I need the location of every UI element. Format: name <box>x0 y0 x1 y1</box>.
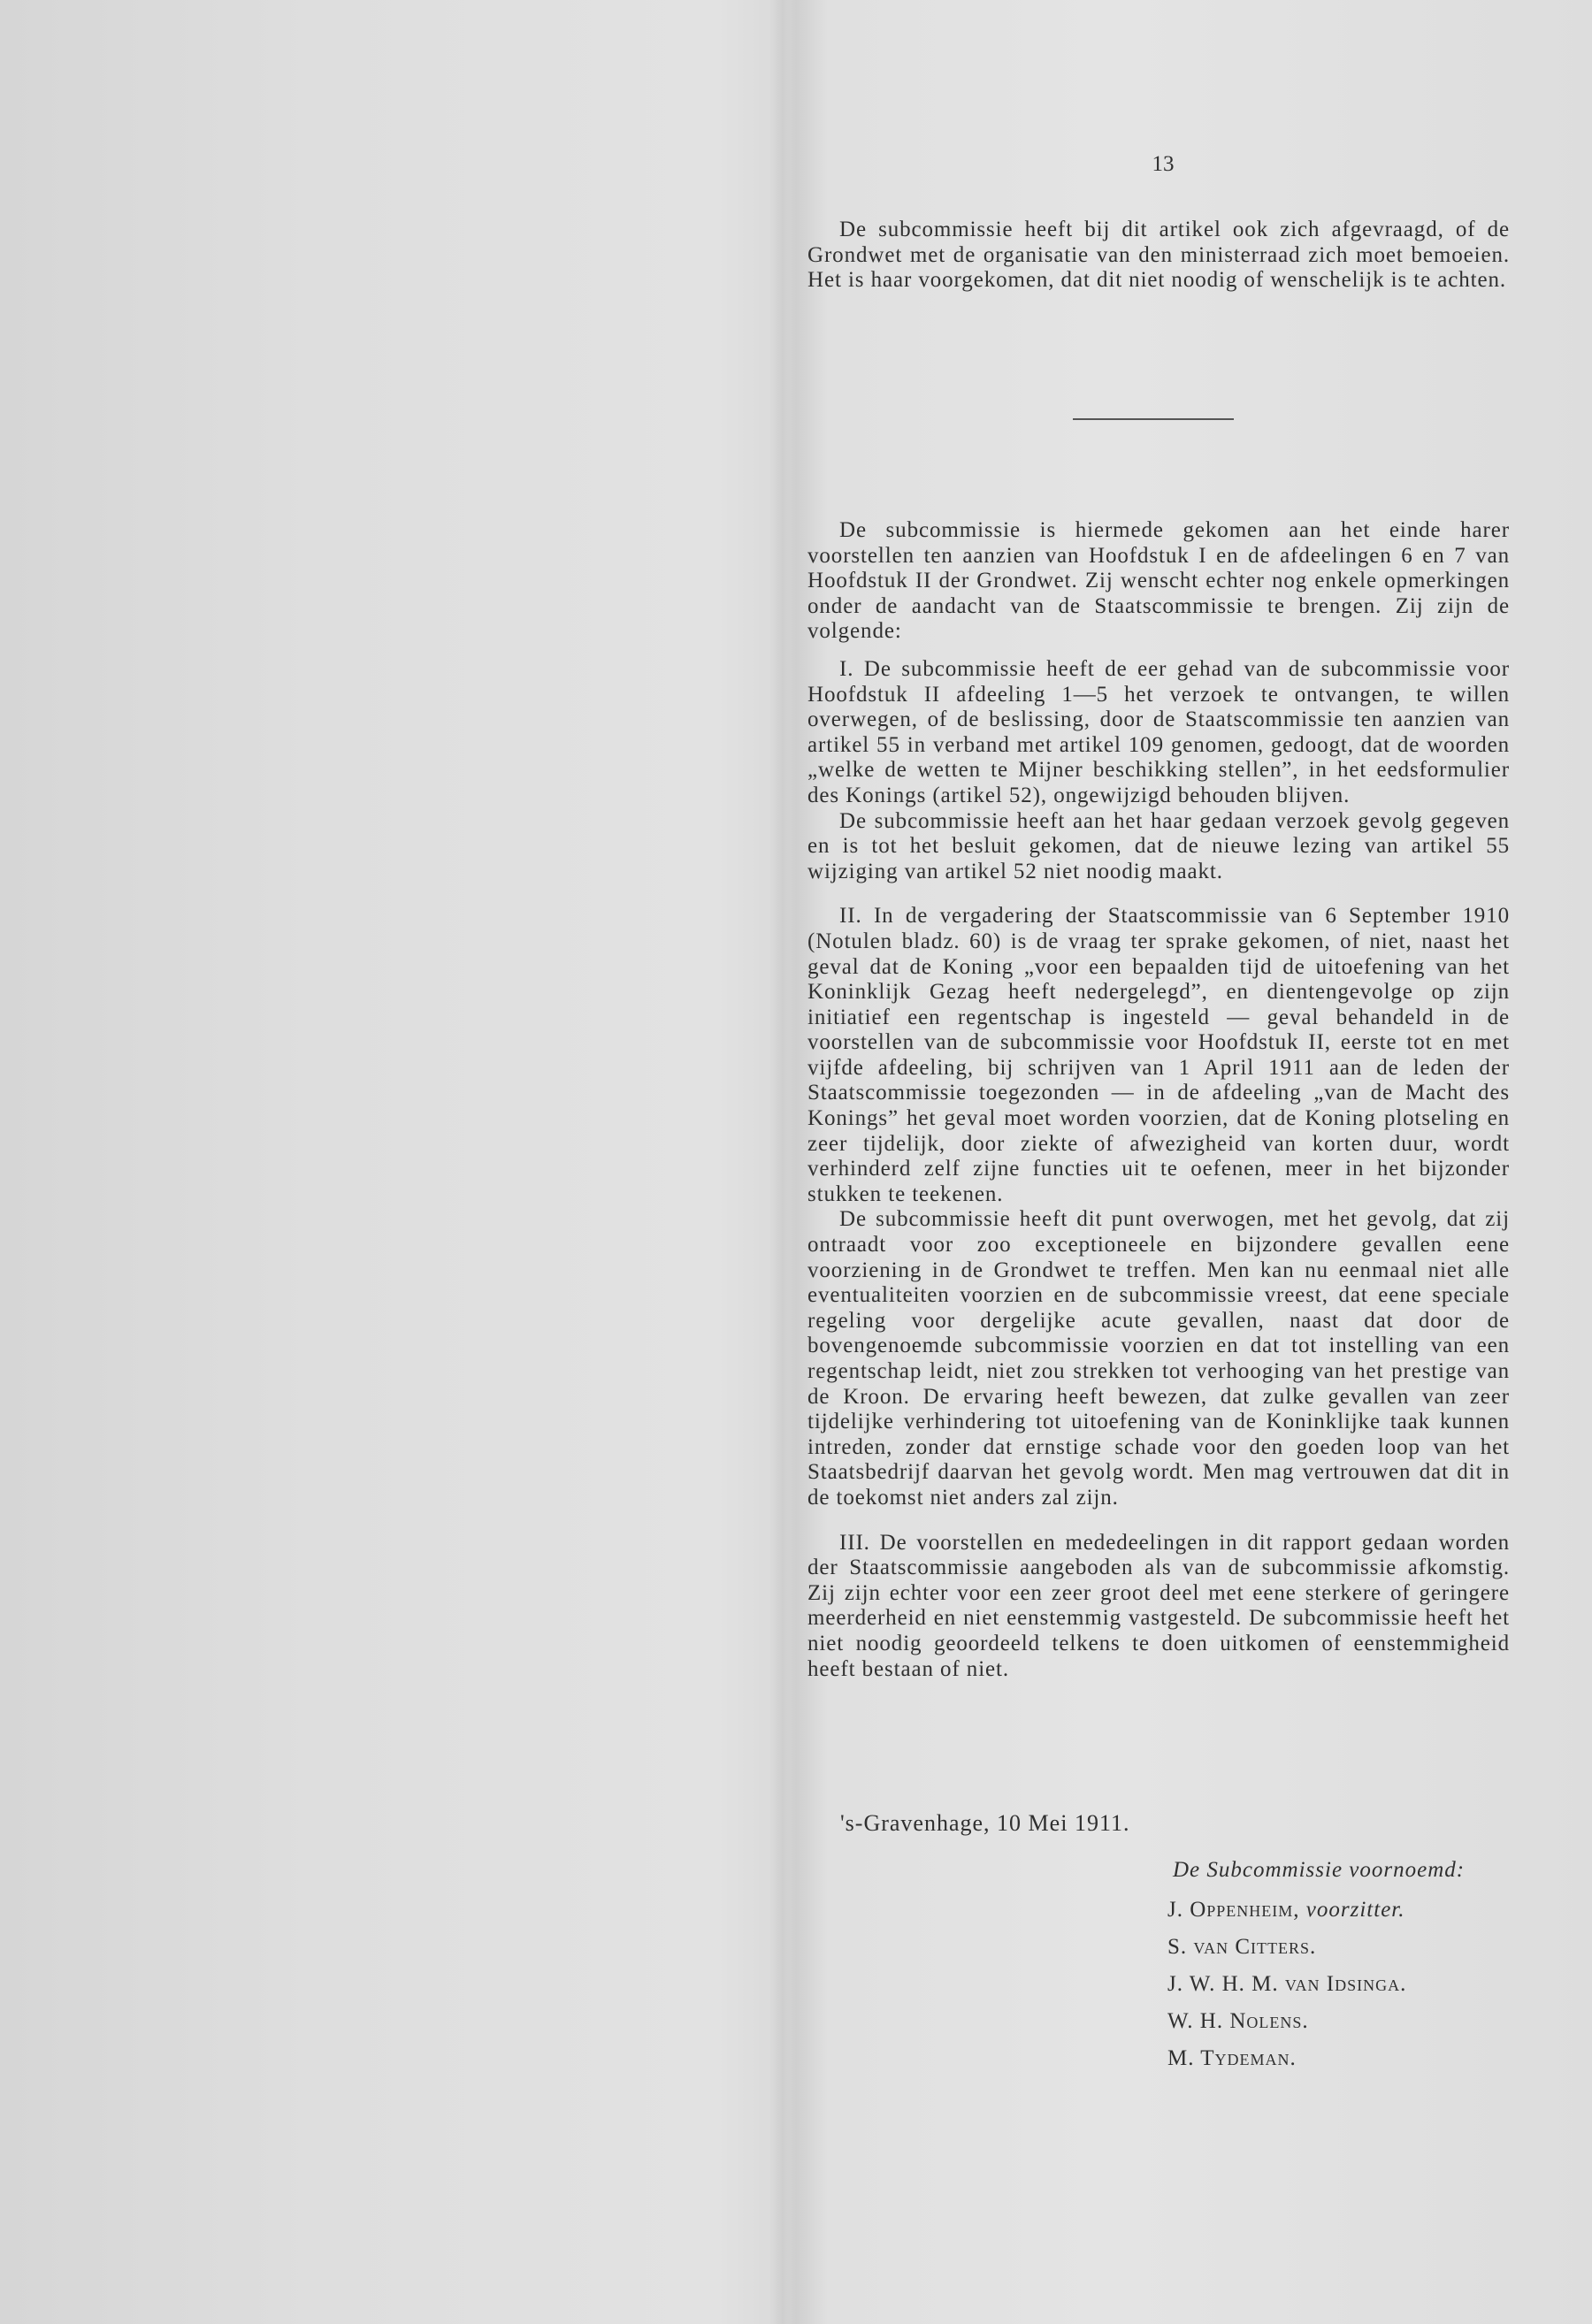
point-2-paragraph-1 <box>807 904 1510 1207</box>
section-intro-paragraph: De subcommissie is hiermede gekomen aan het einde harer voorstellen ten aanzien van Hoofdstuk I en de afdeelingen 6 en 7 van Hoofdstuk II der Grondwet. Zij wenscht echter nog enkele opmerkingen onder de aandacht van de Staatscommissie te brengen. Zij zijn de volgende: <box>807 518 1510 644</box>
signatory-name: J. Oppenheim, <box>1167 1898 1300 1922</box>
point-2-paragraph-2: De subcommissie heeft dit punt overwogen, met het gevolg, dat zij ontraadt voor zoo exceptioneele en bijzondere gevallen eene voorziening in de Grondwet te treffen. Men kan nu eenmaal niet alle eventualiteiten voorzien en de subcommissie vreest, dat eene speciale regeling voor dergelijke acute gevallen, naast dat door de bovengenoemde subcommissie voorzien en dat tot instelling van een regentschap leidt, niet zou strekken tot verhooging van het prestige van de Kroon. De ervaring heeft bewezen, dat zulke gevallen van zeer tijdelijke verhindering tot uitoefening van de Koninklijke taak kunnen intreden, zonder dat ernstige schade voor den goeden loop van het Staatsbedrijf daarvan het gevolg wordt. Men mag vertrouwen dat dit in de toekomst niet anders zal zijn. <box>807 1207 1510 1510</box>
signatory-name: M. Tydeman. <box>1167 2046 1297 2070</box>
point-1-paragraph-2: De subcommissie heeft aan het haar gedaan verzoek gevolg gegeven en is tot het besluit gekomen, dat de nieuwe lezing van artikel 55 wijziging van artikel 52 niet noodig maakt. <box>807 808 1510 883</box>
signature-block <box>1167 1858 1465 2077</box>
page-fold-shadow <box>769 0 796 2324</box>
point-1-paragraph-1 <box>807 657 1510 809</box>
place-date: 's-Gravenhage, 10 Mei 1911. <box>840 1810 1130 1836</box>
point-2-numeral: II. <box>839 904 862 929</box>
intro-block <box>807 218 1510 294</box>
signatory-role: voorzitter. <box>1305 1898 1405 1922</box>
point-1-numeral: I. <box>839 656 854 681</box>
signatory-name: J. W. H. M. van Idsinga. <box>1167 1972 1407 1996</box>
signatory <box>1167 2040 1465 2077</box>
page-number: 13 <box>1152 152 1175 176</box>
signatory <box>1167 1966 1465 2003</box>
signatory-name: S. van Citters. <box>1167 1935 1317 1959</box>
point-3-paragraph-1 <box>807 1531 1510 1683</box>
point-3-text-1: De voorstellen en mededeelingen in dit rapport gedaan worden der Staatscommissie aangeboden als van de subcommissie afkomstig. Zij zijn echter voor een zeer groot deel met eene sterkere of geringere meerderheid en niet eenstemmig vastgesteld. De subcommissie heeft het niet noodig geoordeeld telkens te doen uitkomen of eenstemmigheid heeft bestaan of niet. <box>807 1530 1510 1681</box>
point-2-text-1: In de vergadering der Staatscommissie van 6 September 1910 (Notulen bladz. 60) is de vraag ter sprake gekomen, of niet, naast het geval dat de Koning „voor een bepaalden tijd de uitoefening van het Koninklijk Gezag heeft nedergelegd”, en dientengevolge op zijn initiatief een regentschap is ingesteld — geval behandeld in de voorstellen van de subcommissie voor Hoofdstuk II, eerste tot en met vijfde afdeeling, bij schrijven van 1 April 1911 aan de leden der Staatscommissie toegezonden — in de afdeeling „van de Macht des Konings” het geval moet worden voorzien, dat de Koning plotseling en zeer tijdelijk, door ziekte of afwezigheid van korten duur, wordt verhinderd zelf zijne functies uit te oefenen, meer in het bijzonder stukken te teekenen. <box>807 904 1510 1206</box>
signatory <box>1167 1892 1465 1929</box>
signature-heading: De Subcommissie voornoemd: <box>1173 1858 1466 1882</box>
signatory <box>1167 2003 1465 2040</box>
point-3-numeral: III. <box>839 1530 870 1555</box>
signatory <box>1167 1929 1465 1966</box>
remarks-block <box>807 518 1510 1682</box>
point-1-text-1: De subcommissie heeft de eer gehad van de subcommissie voor Hoofdstuk II afdeeling 1—5 het verzoek te ontvangen, te willen overwegen, of de beslissing, door de Staatscommissie ten aanzien van artikel 55 in verband met artikel 109 genomen, gedoogt, dat de woorden „welke de wetten te Mijner beschikking stellen”, in het eedsformulier des Konings (artikel 52), ongewijzigd behouden blijven. <box>807 656 1510 807</box>
section-divider <box>1073 418 1234 420</box>
signatory-name: W. H. Nolens. <box>1167 2009 1309 2033</box>
intro-paragraph: De subcommissie heeft bij dit artikel ook zich afgevraagd, of de Grondwet met de organisatie van den ministerraad zich moet bemoeien. Het is haar voorgekomen, dat dit niet noodig of wenschelijk is te achten. <box>807 218 1510 293</box>
